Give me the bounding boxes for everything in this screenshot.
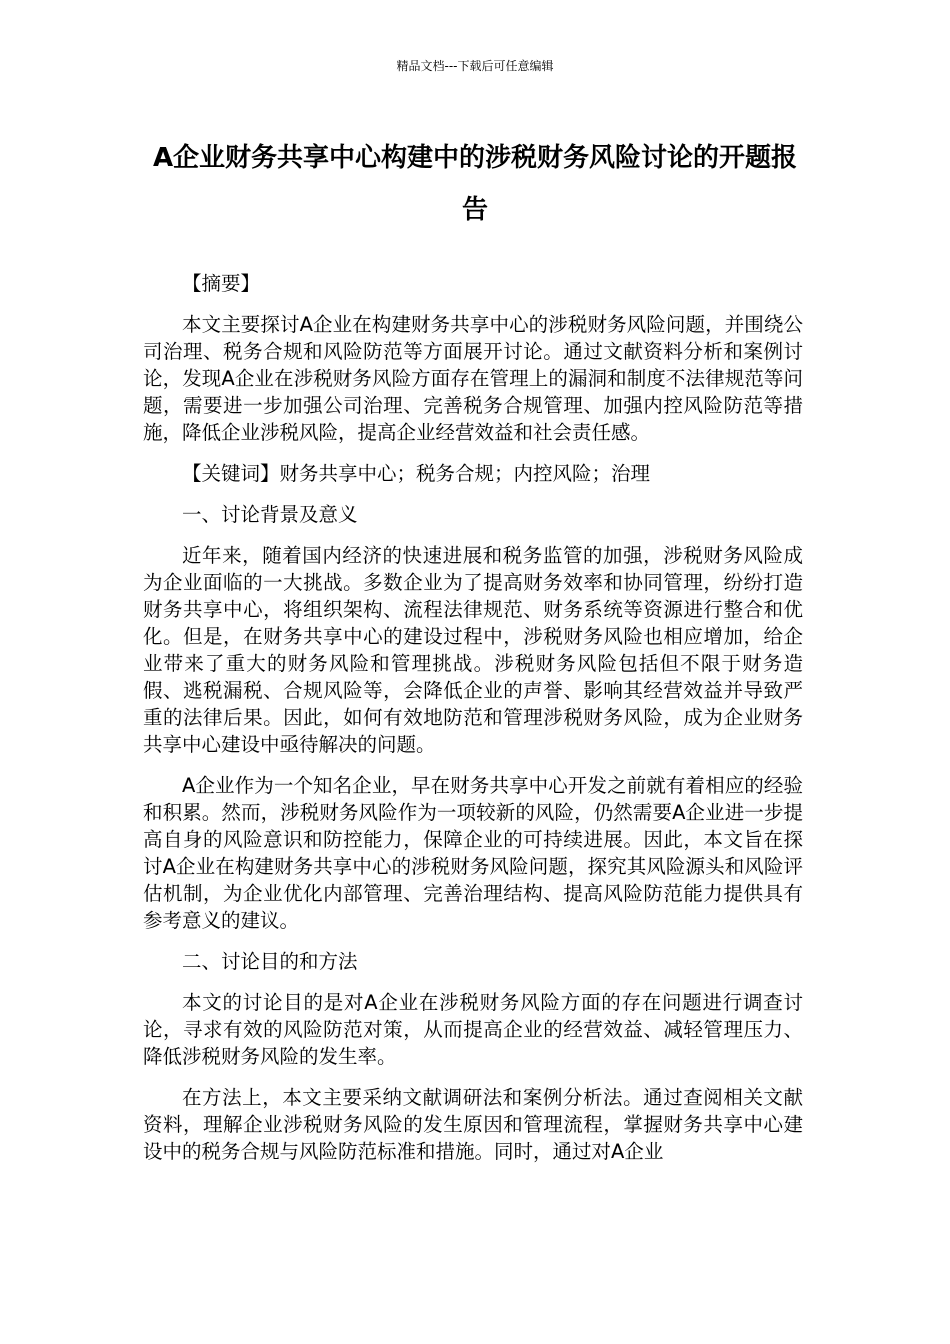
document-body bbox=[143, 270, 803, 1179]
abstract-paragraph: 本文主要探讨A企业在构建财务共享中心的涉税财务风险问题，并围绕公司治理、税务合规和风险防范等方面展开讨论。通过文献资料分析和案例讨论，发现A企业在涉税财务风险方面存在管理上的漏洞和制度不法律规范等问题，需要进一步加强公司治理、完善税务合规管理、加强内控风险防范等措施，降低企业涉税风险，提高企业经营效益和社会责任感。 bbox=[143, 313, 803, 444]
paragraph: 在方法上，本文主要采纳文献调研法和案例分析法。通过查阅相关文献资料，理解企业涉税财务风险的发生原因和管理流程，掌握财务共享中心建设中的税务合规与风险防范标准和措施。同时，通过对A企业 bbox=[143, 1086, 803, 1163]
header-note: 精品文档---下载后可任意编辑 bbox=[396, 59, 554, 73]
abstract-label: 【摘要】 bbox=[182, 272, 261, 295]
keywords-line: 【关键词】财务共享中心；税务合规；内控风险；治理 bbox=[182, 462, 651, 485]
paragraph: 近年来，随着国内经济的快速进展和税务监管的加强，涉税财务风险成为企业面临的一大挑战。多数企业为了提高财务效率和协同管理，纷纷打造财务共享中心，将组织架构、流程法律规范、财务系统等资源进行整合和优化。但是，在财务共享中心的建设过程中，涉税财务风险也相应增加，给企业带来了重大的财务风险和管理挑战。涉税财务风险包括但不限于财务造假、逃税漏税、合规风险等，会降低企业的声誉、影响其经营效益并导致严重的法律后果。因此，如何有效地防范和管理涉税财务风险，成为企业财务共享中心建设中亟待解决的问题。 bbox=[143, 544, 803, 756]
paragraph: A企业作为一个知名企业，早在财务共享中心开发之前就有着相应的经验和积累。然而，涉税财务风险作为一项较新的风险，仍然需要A企业进一步提高自身的风险意识和防控能力，保障企业的可持续进展。因此，本文旨在探讨A企业在构建财务共享中心的涉税财务风险问题，探究其风险源头和风险评估机制，为企业优化内部管理、完善治理结构、提高风险防范能力提供具有参考意义的建议。 bbox=[143, 774, 803, 932]
paragraph: 本文的讨论目的是对A企业在涉税财务风险方面的存在问题进行调查讨论，寻求有效的风险防范对策，从而提高企业的经营效益、减轻管理压力、降低涉税财务风险的发生率。 bbox=[143, 991, 803, 1068]
section-heading-purpose-method: 二、讨论目的和方法 bbox=[182, 950, 358, 973]
section-heading-background: 一、讨论背景及意义 bbox=[182, 503, 358, 526]
document-title: A企业财务共享中心构建中的涉税财务风险讨论的开题报告 bbox=[152, 143, 798, 225]
